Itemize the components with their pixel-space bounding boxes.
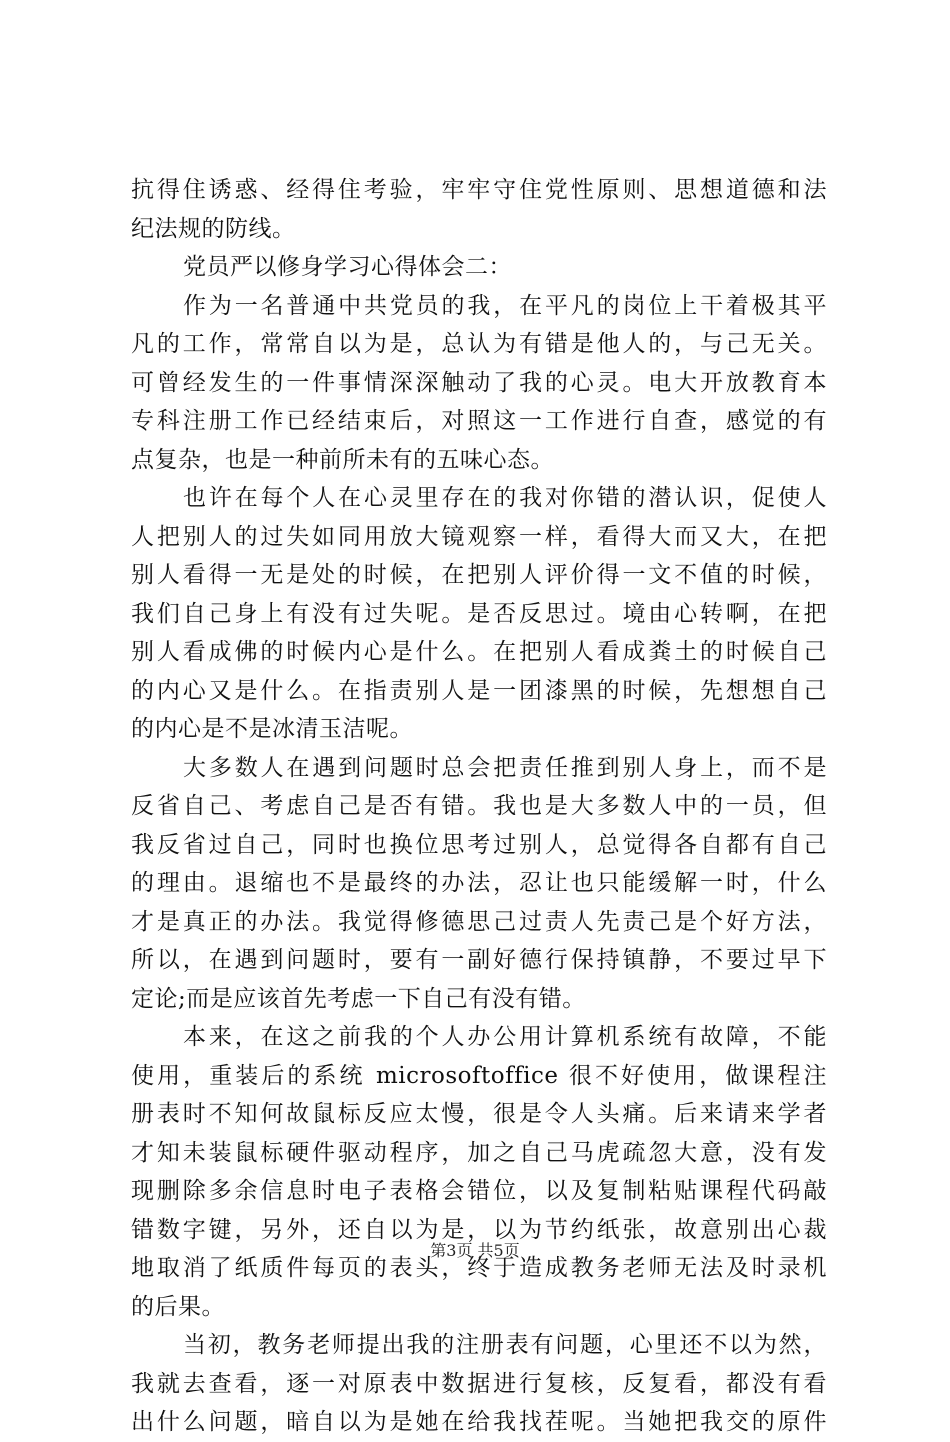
text-line: 别人看得一无是处的时候，在把别人评价得一文不值的时候， [131,562,827,588]
text-line: 抗得住诱惑、经得住考验，牢牢守住党性原则、思想道德和法 [131,177,827,203]
text-line: 出什么问题，暗自以为是她在给我找茬呢。当她把我交的原件 [131,1409,827,1435]
text-line: 人把别人的过失如同用放大镜观察一样，看得大而又大，在把 [131,523,827,550]
text-line: 作为一名普通中共党员的我，在平凡的岗位上干着极其平 [183,292,827,319]
text-line: 地取消了纸质件每页的表头，终于造成教务老师无法及时录机 [131,1255,827,1281]
text-line: 党员严以修身学习心得体会二： [183,254,512,280]
text-line: 定论;而是应该首先考虑一下自己有没有错。 [131,985,586,1012]
text-line: 才知未装鼠标硬件驱动程序，加之自己马虎疏忽大意，没有发 [131,1139,827,1166]
text-line: 别人看成佛的时候内心是什么。在把别人看成粪土的时候自己 [131,639,827,665]
text-line: 才是真正的办法。我觉得修德思己过责人先责己是个好方法， [131,908,827,935]
text-line: 反省自己、考虑自己是否有错。我也是大多数人中的一员，但 [131,793,827,819]
text-line: 册表时不知何故鼠标反应太慢，很是令人头痛。后来请来学者 [131,1101,827,1127]
page-footer: 第3页 共5页 [430,1241,520,1260]
text-line: 的理由。退缩也不是最终的办法，忍让也只能缓解一时，什么 [131,870,827,896]
text-line: 的后果。 [131,1293,225,1320]
text-line: 大多数人在遇到问题时总会把责任推到别人身上，而不是 [183,754,827,781]
text-line: 也许在每个人在心灵里存在的我对你错的潜认识，促使人 [183,485,827,511]
text-line: 当初，教务老师提出我的注册表有问题，心里还不以为然， [183,1332,827,1358]
text-line: 专科注册工作已经结束后，对照这一工作进行自查，感觉的有 [131,408,827,434]
text-line: 我们自己身上有没有过失呢。是否反思过。境由心转啊，在把 [131,600,827,627]
text-line: 使用，重装后的系统 microsoftoffice 很不好使用，做课程注 [131,1062,827,1089]
text-line: 本来，在这之前我的个人办公用计算机系统有故障，不能 [183,1024,827,1050]
text-line: 点复杂，也是一种前所未有的五味心态。 [131,446,554,473]
text-line: 错数字键，另外，还自以为是，以为节约纸张，故意别出心裁 [131,1216,827,1243]
text-line: 凡的工作，常常自以为是，总认为有错是他人的，与己无关。 [131,331,827,357]
text-line: 的内心又是什么。在指责别人是一团漆黑的时候，先想想自己 [131,677,827,704]
text-line: 我就去查看，逐一对原表中数据进行复核，反复看，都没有看 [131,1370,827,1397]
text-line: 可曾经发生的一件事情深深触动了我的心灵。电大开放教育本 [131,369,827,396]
text-line: 纪法规的防线。 [131,215,296,242]
text-line: 我反省过自己，同时也换位思考过别人，总觉得各自都有自己 [131,831,827,858]
text-line: 所以，在遇到问题时，要有一副好德行保持镇静，不要过早下 [131,947,827,973]
text-line: 现删除多余信息时电子表格会错位，以及复制粘贴课程代码敲 [131,1178,827,1204]
text-line: 的内心是不是冰清玉洁呢。 [131,716,413,742]
